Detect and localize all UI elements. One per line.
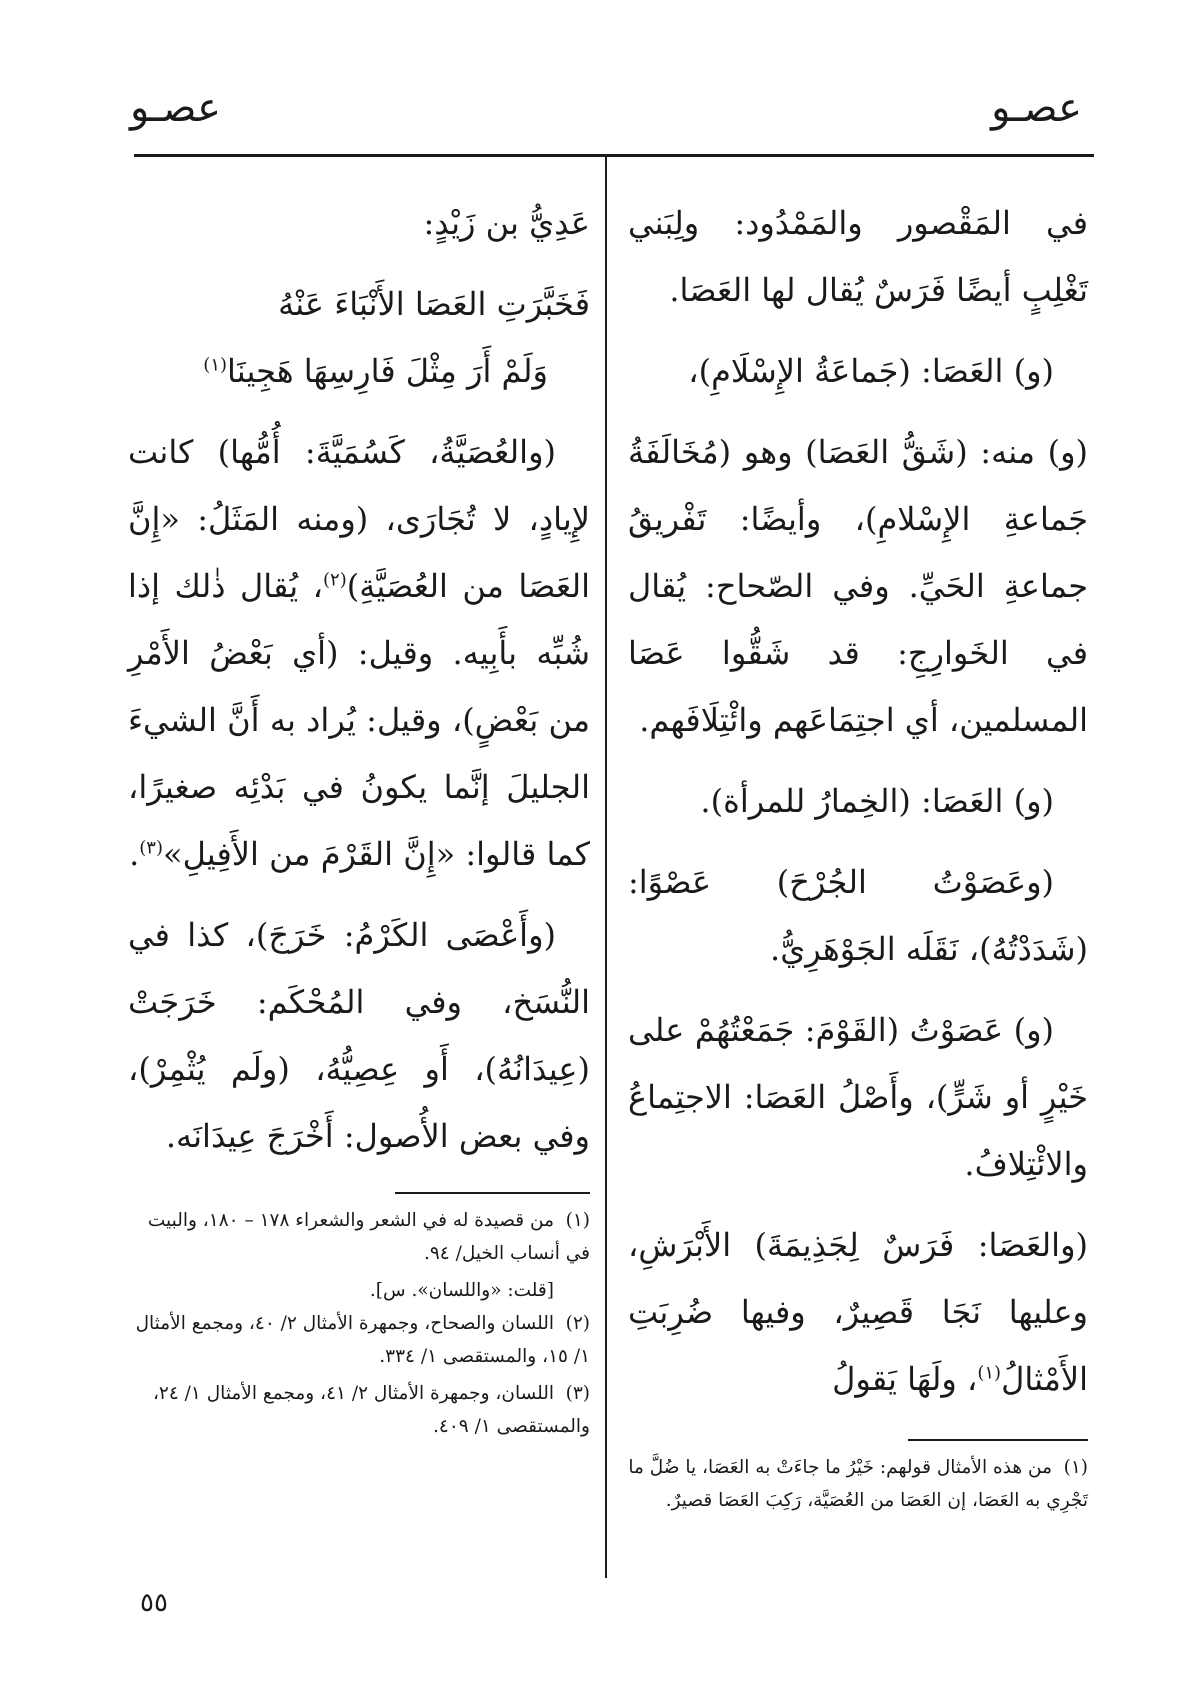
footnote xyxy=(128,1377,590,1443)
running-head-left: عصـو xyxy=(130,85,221,131)
poet-intro: عَدِيُّ بن زَيْدٍ: xyxy=(423,204,590,242)
entry-text: ، يُقال ذٰلك إذا شُبِّه بأَبِيه. وقيل: (أي بَعْضُ الأَمْرِ من بَعْضٍ)، وقيل: يُراد به أَنَّ الشيءَ الجليلَ إنَّما يكونُ في بَدْئِه صغيرًا، كما قالوا: «إِنَّ القَرْمَ من الأَفِيلِ» xyxy=(128,567,590,873)
footnote xyxy=(128,1307,590,1373)
footnote-continuation: [قلت: «واللسان». س]. xyxy=(369,1280,554,1301)
entry-paragraph: (و) العَصَا: (جَماعَةُ الإِسْلَامِ)، xyxy=(688,352,1054,390)
footnote-text: من قصيدة له في الشعر والشعراء ١٧٨ – ١٨٠، والبيت في أنساب الخيل/ ٩٤. xyxy=(147,1210,590,1264)
column-divider xyxy=(605,154,607,1578)
footnote-rule xyxy=(395,1192,590,1194)
footnote-text: اللسان، وجمهرة الأمثال ٢/ ٤١، ومجمع الأمثال ١/ ٢٤، والمستقصى ١/ ٤٠٩. xyxy=(152,1383,590,1437)
footnote-ref: (٣) xyxy=(139,837,163,859)
entry-paragraph: (و) العَصَا: (الخِمارُ للمرأة). xyxy=(700,782,1054,820)
footnote-text: اللسان والصحاح، وجمهرة الأمثال ٢/ ٤٠، ومجمع الأمثال ١/ ١٥، والمستقصى ١/ ٣٣٤. xyxy=(135,1313,590,1367)
footnote-ref: (١) xyxy=(203,354,228,376)
page-number: ٥٥ xyxy=(140,1588,168,1618)
verse-line xyxy=(128,338,590,405)
footnote-text: من هذه الأمثال قولهم: خَيْرُ ما جاءَتْ به العَصَا، يا ضُلَّ ما تَجْرِي به العَصَا، إن العَصَا من العُصَيَّة، رَكِبَ العَصَا قصيرٌ. xyxy=(628,1457,1088,1511)
footnote-number: (٣) xyxy=(565,1383,590,1404)
entry-paragraph: في المَقْصور والمَمْدُود: ولِبَني تَغْلِبٍ أيضًا فَرَسٌ يُقال لها العَصَا. xyxy=(628,204,1088,309)
entry-paragraph xyxy=(128,419,590,888)
entry-text: (والعُصَيَّةُ، كَسُمَيَّةَ: أُمُّها) كانت لإِيادٍ، لا تُجَارَى، (ومنه المَثَلُ: «إِنَّ العَصَا من العُصَيَّةِ) xyxy=(128,433,591,605)
verse-text: وَلَمْ أَرَ مِثْلَ فَارِسِهَا هَجِينَا xyxy=(227,352,548,390)
footnote-number: (٢) xyxy=(565,1313,590,1334)
entry-text: . xyxy=(129,835,140,873)
entry-text: ، ولَهَا يَقولُ xyxy=(832,1360,978,1398)
footnote-rule xyxy=(908,1439,1088,1441)
left-column xyxy=(128,190,590,1447)
footnote-ref: (٢) xyxy=(323,569,347,591)
entry-paragraph: (و) منه: (شَقُّ العَصَا) وهو (مُخَالَفَةُ جَماعةِ الإِسْلامِ)، وأيضًا: تَفْريقُ جماعةِ الحَيِّ. وفي الصّحاح: يُقال في الخَوارِجِ: قد شَقُّوا عَصَا المسلمين، أي اجتِمَاعَهم وائْتِلَافَهم. xyxy=(628,433,1088,739)
verse-line: فَخَبَّرَتِ العَصَا الأَنْبَاءَ عَنْهُ xyxy=(278,285,590,323)
footnote-number: (١) xyxy=(1063,1457,1088,1478)
footnote xyxy=(628,1451,1088,1517)
entry-paragraph xyxy=(628,1212,1088,1413)
footnote-number: (١) xyxy=(565,1210,590,1231)
running-head-right: عصـو xyxy=(991,85,1082,131)
header-rule xyxy=(134,154,1094,157)
footnote-ref: (١) xyxy=(977,1362,1002,1384)
right-column xyxy=(628,190,1088,1521)
entry-paragraph: (و) عَصَوْتُ (القَوْمَ: جَمَعْتُهُمْ على خَيْرٍ أو شَرٍّ)، وأَصْلُ العَصَا: الاجتِماعُ والائْتِلافُ. xyxy=(628,1011,1088,1183)
footnote xyxy=(128,1204,590,1270)
entry-text: (والعَصَا: فَرَسٌ لِجَذِيمَةَ) الأَبْرَشِ، وعليها نَجَا قَصِيرٌ، وفيها ضُرِبَتِ الأَمْثالُ xyxy=(628,1226,1088,1398)
entry-paragraph: (وعَصَوْتُ الجُرْحَ) عَصْوًا: (شَدَدْتُهُ)، نَقَلَه الجَوْهَرِيُّ. xyxy=(628,863,1088,968)
entry-paragraph: (وأَعْصَى الكَرْمُ: خَرَجَ)، كذا في النُّسَخ، وفي المُحْكَم: خَرَجَتْ (عِيدَانُهُ)، أَو عِصِيُّهُ، (ولَم يُثْمِرْ)، وفي بعض الأُصول: أَخْرَجَ عِيدَانَه. xyxy=(128,916,590,1155)
